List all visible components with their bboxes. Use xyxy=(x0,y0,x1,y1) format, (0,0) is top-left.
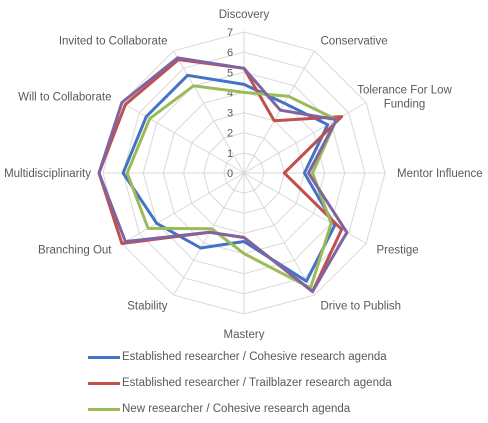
grid-layer xyxy=(103,32,385,314)
legend-item xyxy=(88,370,392,396)
category-label: Drive to Publish xyxy=(320,300,402,313)
legend-label: Established researcher / Trailblazer research agenda xyxy=(122,377,392,389)
category-label: Mentor Influence xyxy=(397,168,483,180)
category-label: Will to Collaborate xyxy=(18,91,112,104)
radial-tick-label: 5 xyxy=(226,67,234,80)
category-label: Mastery xyxy=(223,329,265,340)
series-line xyxy=(99,58,347,292)
category-label: Funding xyxy=(383,98,426,111)
radial-tick-label: 7 xyxy=(226,27,234,39)
legend-label: Established researcher / Cohesive research agenda xyxy=(122,351,387,363)
category-label: Discovery xyxy=(218,9,270,21)
radial-tick-label: 0 xyxy=(226,168,234,180)
category-label: Branching Out xyxy=(37,244,112,257)
legend-swatch xyxy=(88,382,120,385)
category-label: Invited to Collaborate xyxy=(58,35,168,48)
category-label: Stability xyxy=(127,300,168,313)
legend-item xyxy=(88,396,392,422)
category-label: Tolerance For Low xyxy=(357,84,452,97)
radial-tick-label: 4 xyxy=(226,87,234,100)
radial-tick-label: 3 xyxy=(226,107,234,120)
radial-tick-labels xyxy=(227,27,233,180)
radial-tick-label: 6 xyxy=(226,47,234,60)
legend xyxy=(88,344,392,422)
series-layer xyxy=(99,58,347,292)
legend-item xyxy=(88,344,392,370)
legend-label: New researcher / Cohesive research agenda xyxy=(122,403,351,415)
legend-swatch xyxy=(88,408,120,411)
category-label: Conservative xyxy=(320,35,388,48)
category-label: Multidisciplinarity xyxy=(4,168,91,180)
radial-tick-label: 1 xyxy=(226,147,234,160)
legend-swatch xyxy=(88,356,120,359)
radial-tick-label: 2 xyxy=(226,127,234,140)
category-label: Prestige xyxy=(376,244,419,257)
